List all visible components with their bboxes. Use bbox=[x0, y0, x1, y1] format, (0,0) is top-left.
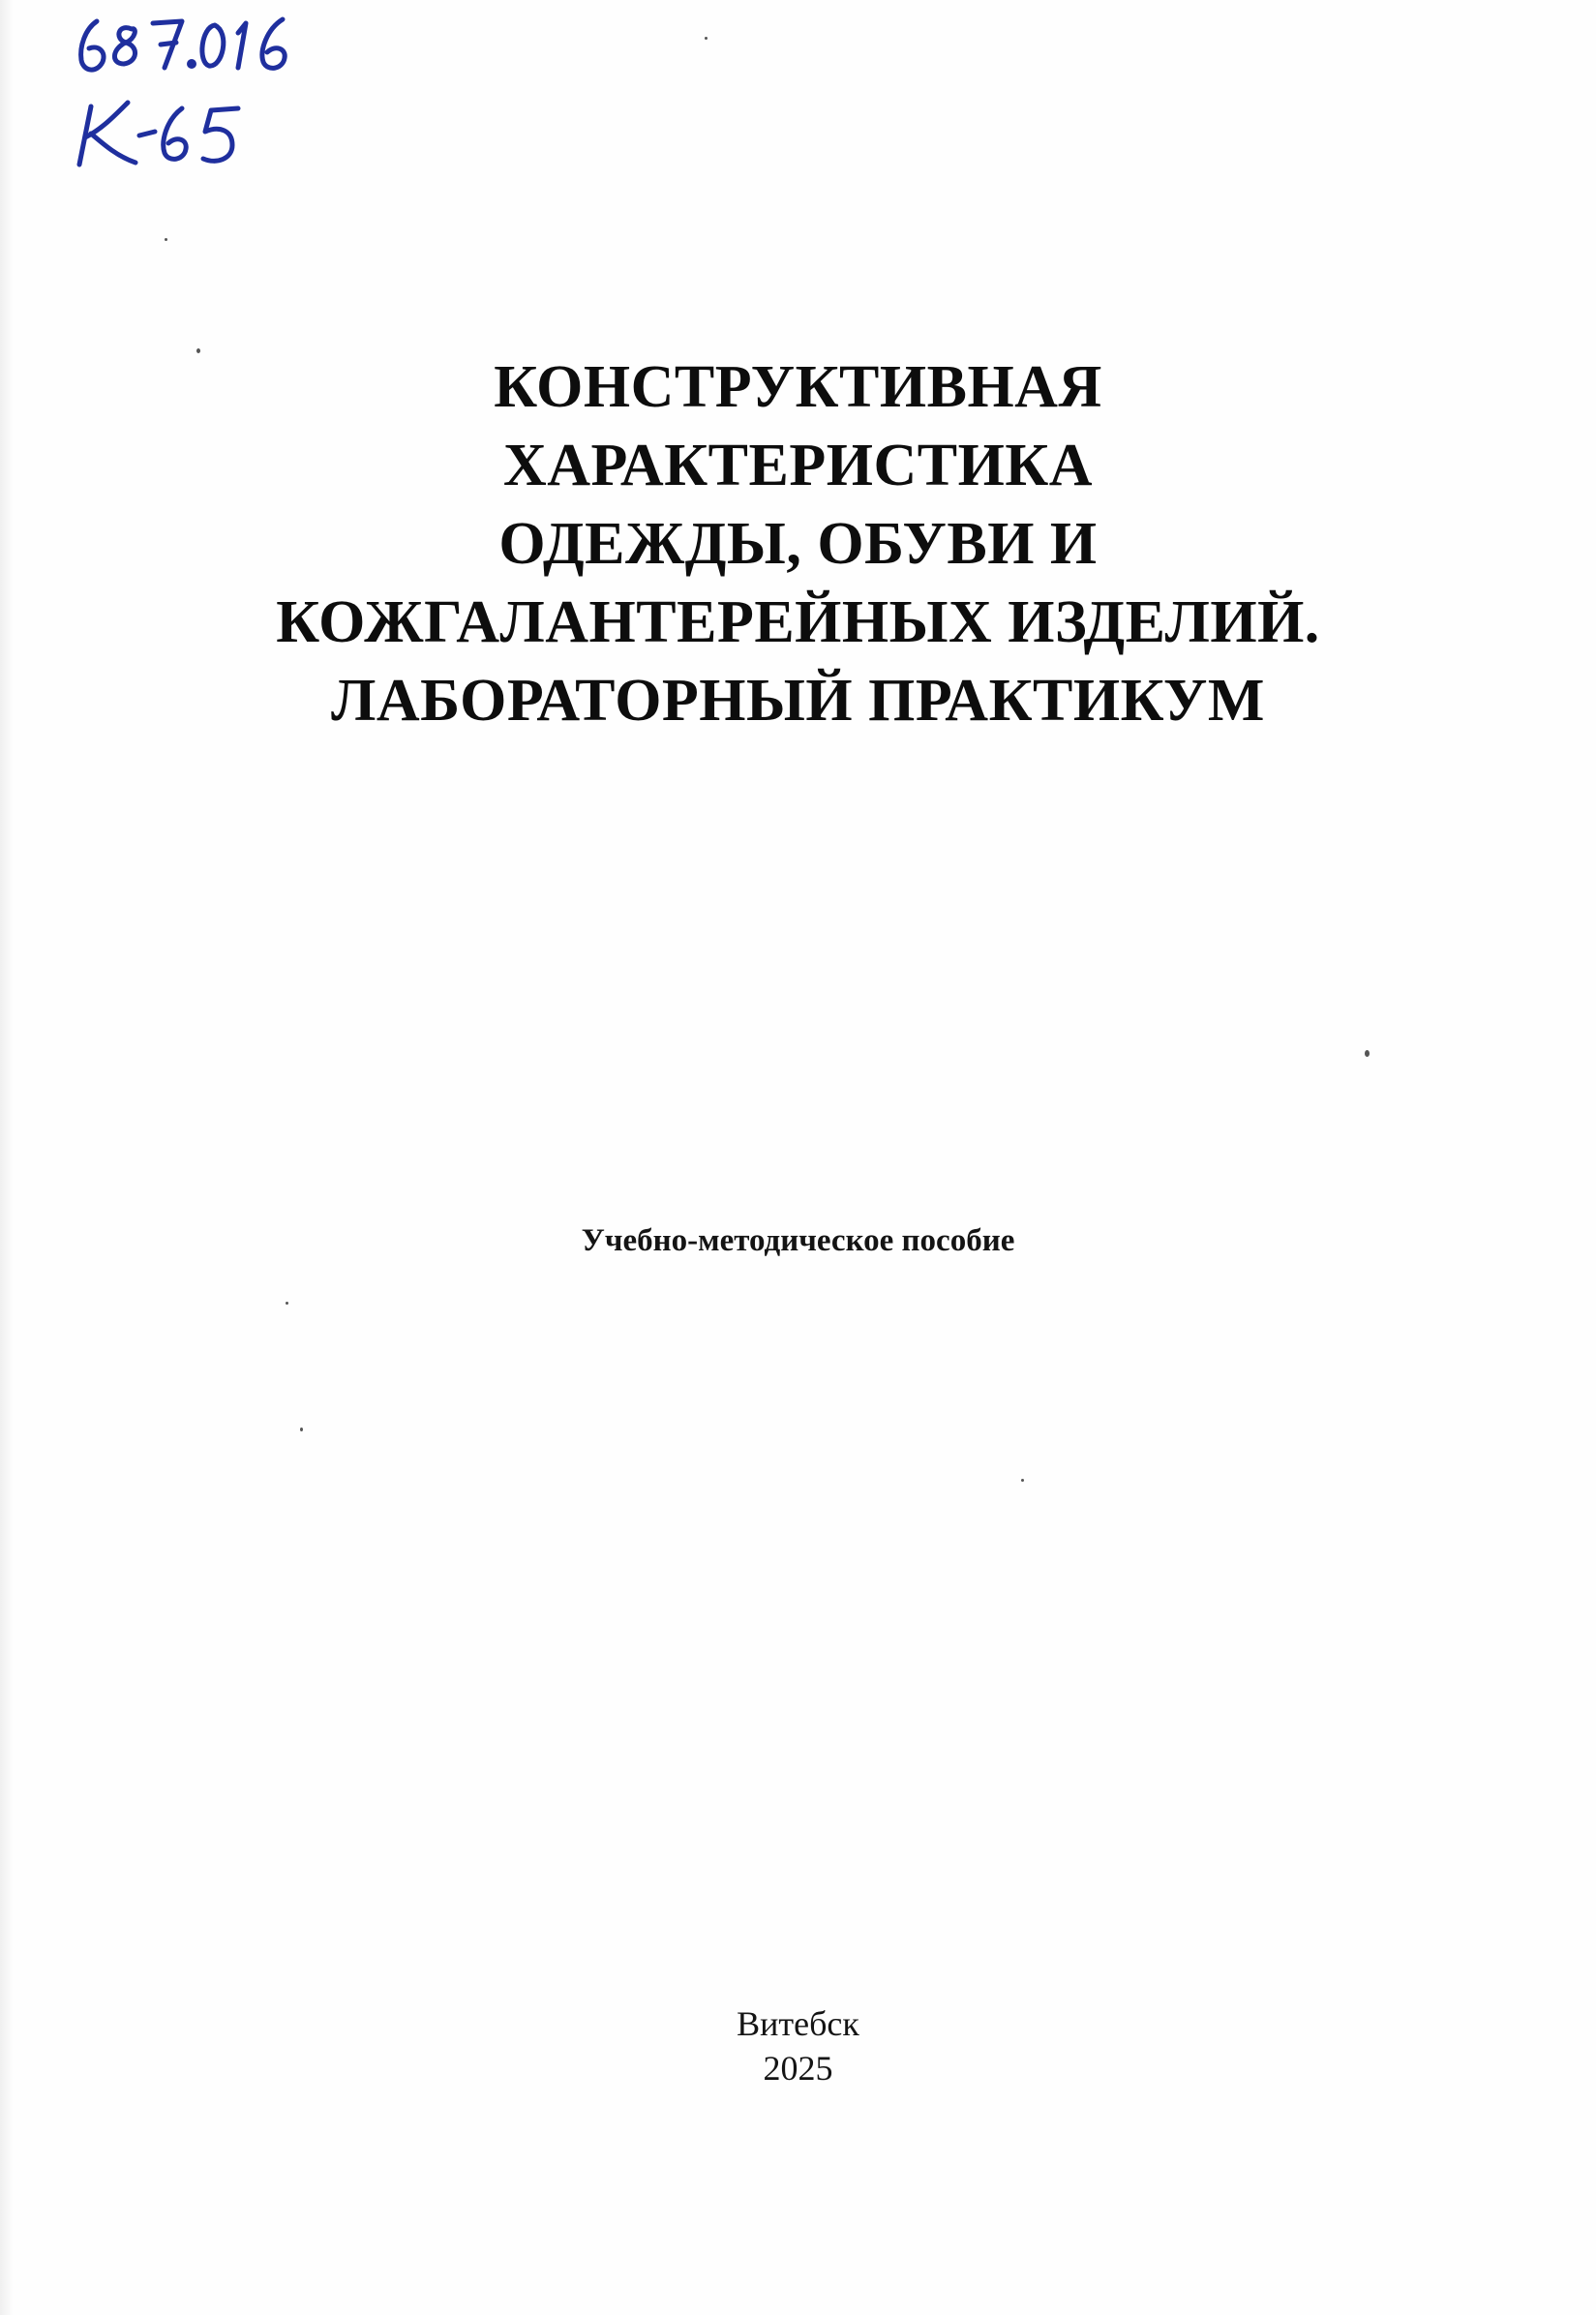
title-line-2: ХАРАКТЕРИСТИКА bbox=[502, 433, 1094, 498]
title-line-3: ОДЕЖДЫ, ОБУВИ И bbox=[498, 511, 1098, 577]
scan-speck bbox=[1365, 1050, 1370, 1057]
handwritten-catalog-marks bbox=[68, 0, 377, 194]
handwritten-shelfmark-image bbox=[68, 0, 377, 194]
scan-edge-shadow bbox=[0, 0, 14, 2315]
book-title bbox=[0, 348, 1596, 740]
scan-speck bbox=[165, 238, 167, 241]
title-line-1: КОНСТРУКТИВНАЯ bbox=[494, 354, 1102, 420]
imprint-year: 2025 bbox=[763, 2049, 833, 2088]
imprint-city: Витебск bbox=[737, 2004, 859, 2043]
title-line-5: ЛАБОРАТОРНЫЙ ПРАКТИКУМ bbox=[331, 668, 1265, 734]
scan-speck bbox=[286, 1302, 288, 1305]
scan-speck bbox=[300, 1428, 303, 1431]
scan-speck bbox=[196, 348, 200, 353]
title-line-4: КОЖГАЛАНТЕРЕЙНЫХ ИЗДЕЛИЙ. bbox=[276, 589, 1320, 655]
scan-speck bbox=[705, 37, 708, 40]
imprint bbox=[0, 2001, 1596, 2090]
scan-speck bbox=[1021, 1479, 1024, 1482]
publication-type: Учебно-методическое пособие bbox=[581, 1223, 1015, 1258]
